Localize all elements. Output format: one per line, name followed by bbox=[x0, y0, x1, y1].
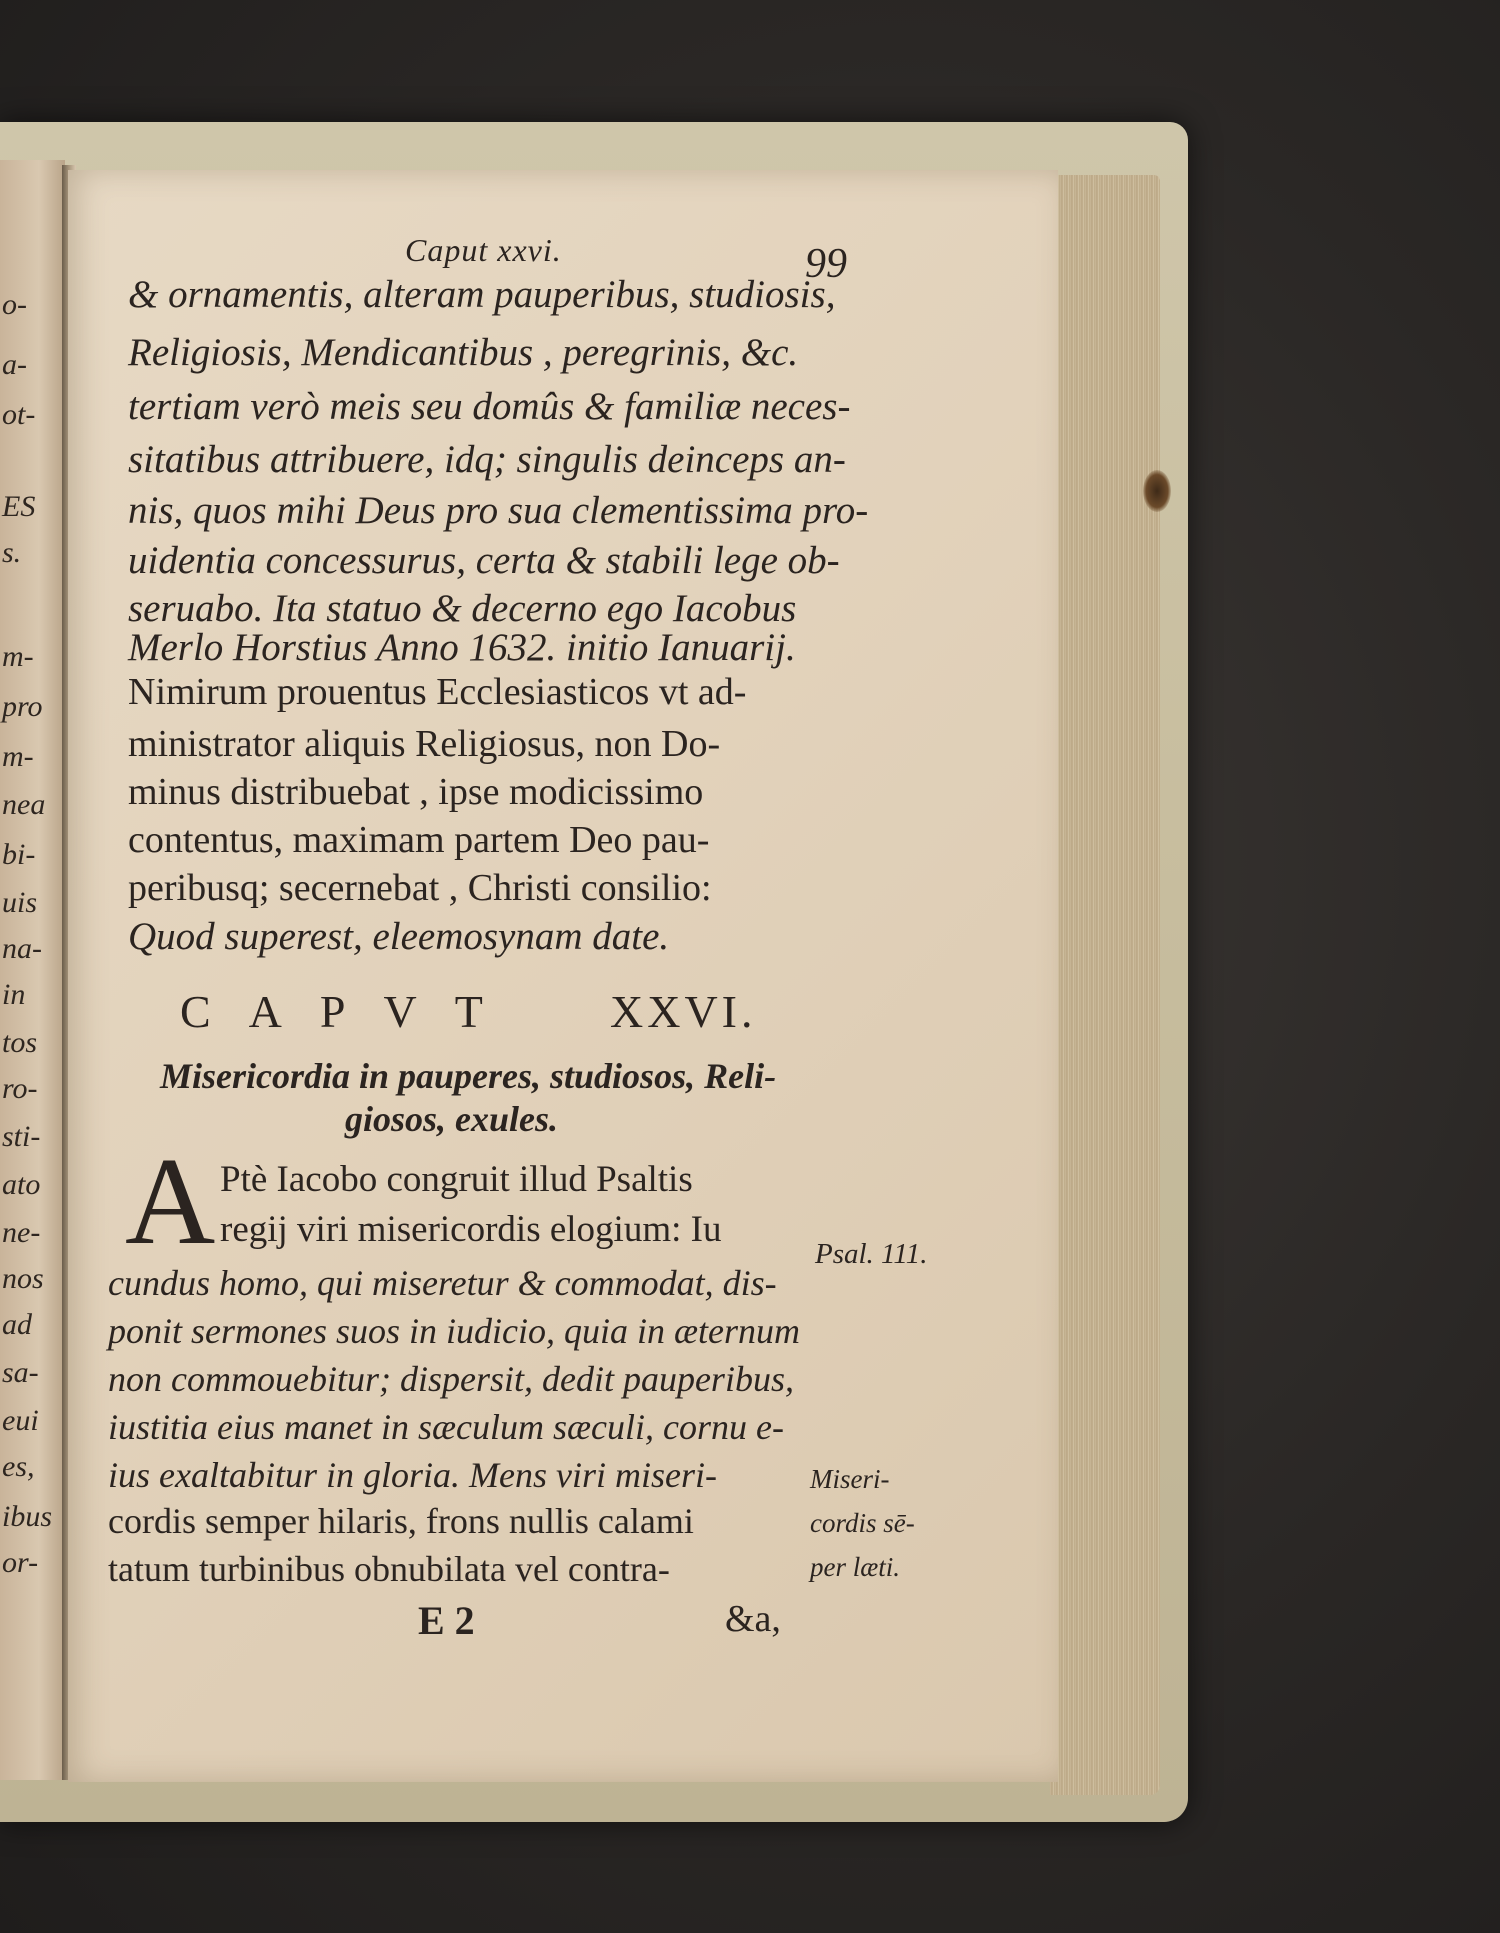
margin-note-psalm: Psal. 111. bbox=[815, 1238, 928, 1270]
left-page-fragment: sti- bbox=[2, 1120, 41, 1153]
left-page-fragment: nos bbox=[2, 1262, 44, 1295]
text-line: peribusq; secernebat , Christi consilio: bbox=[128, 867, 712, 909]
left-page-fragment: na- bbox=[2, 932, 42, 965]
text-line: Nimirum prouentus Ecclesiasticos vt ad- bbox=[128, 671, 747, 713]
text-line: Religiosis, Mendicantibus , peregrinis, &c. bbox=[128, 331, 799, 374]
text-line: non commouebitur; dispersit, dedit pauperibus, bbox=[108, 1359, 794, 1399]
text-line: cordis semper hilaris, frons nullis calami bbox=[108, 1501, 694, 1541]
text-line: tatum turbinibus obnubilata vel contra- bbox=[108, 1549, 670, 1589]
text-line: ponit sermones suos in iudicio, quia in æternum bbox=[108, 1311, 800, 1351]
text-line: tertiam verò meis seu domûs & familiæ neces- bbox=[128, 385, 851, 428]
text-line: uidentia concessurus, certa & stabili lege ob- bbox=[128, 539, 840, 582]
text-line: Ptè Iacobo congruit illud Psaltis bbox=[220, 1159, 693, 1200]
text-line: regij viri misericordis elogium: Iu bbox=[220, 1209, 722, 1250]
text-line: seruabo. Ita statuo & decerno ego Iacobus bbox=[128, 587, 797, 630]
left-page-fragment: ato bbox=[2, 1168, 41, 1201]
text-line: ius exaltabitur in gloria. Mens viri miseri- bbox=[108, 1455, 717, 1495]
page-number: 99 bbox=[805, 241, 847, 287]
left-page-fragment: ro- bbox=[2, 1072, 38, 1105]
text-line: minus distribuebat , ipse modicissimo bbox=[128, 771, 704, 813]
text-line: Merlo Horstius Anno 1632. initio Ianuarij. bbox=[128, 626, 796, 669]
left-page-fragment: ot- bbox=[2, 398, 36, 431]
text-line: ministrator aliquis Religiosus, non Do- bbox=[128, 723, 721, 765]
left-page-fragment: ibus bbox=[2, 1500, 53, 1533]
chapter-subtitle: Misericordia in pauperes, studiosos, Reli- bbox=[160, 1056, 777, 1096]
text-line: & ornamentis, alteram pauperibus, studiosis, bbox=[128, 273, 836, 316]
left-page-fragment: uis bbox=[2, 886, 38, 919]
margin-note: cordis sē- bbox=[810, 1508, 915, 1538]
text-line: sitatibus attribuere, idq; singulis deinceps an- bbox=[128, 438, 846, 481]
left-page-fragment: or- bbox=[2, 1546, 39, 1579]
left-page-fragment: bi- bbox=[2, 838, 36, 871]
left-page-fragment: s. bbox=[2, 536, 22, 569]
left-page-fragment: nea bbox=[2, 788, 46, 821]
left-page-fragment: m- bbox=[2, 740, 34, 773]
left-page-fragment: ad bbox=[2, 1308, 32, 1341]
left-page-fragment: ne- bbox=[2, 1216, 41, 1249]
left-page-fragment: a- bbox=[2, 348, 27, 381]
page-block-edges bbox=[1050, 175, 1160, 1795]
left-page-fragment: m- bbox=[2, 640, 34, 673]
left-page-fragment: eui bbox=[2, 1404, 39, 1437]
text-line: Quod superest, eleemosynam date. bbox=[128, 915, 670, 958]
catchword: &a, bbox=[725, 1598, 781, 1640]
left-page-fragment: in bbox=[2, 978, 26, 1011]
drop-cap: A bbox=[125, 1133, 216, 1271]
left-facing-page bbox=[0, 160, 65, 1780]
chapter-heading: CAPVT bbox=[180, 986, 521, 1037]
signature-mark: E 2 bbox=[418, 1598, 475, 1643]
left-page-fragment: sa- bbox=[2, 1356, 39, 1389]
margin-note: per læti. bbox=[810, 1552, 901, 1582]
left-page-fragment: tos bbox=[2, 1026, 38, 1059]
text-line: nis, quos mihi Deus pro sua clementissima pro- bbox=[128, 489, 869, 532]
text-line: cundus homo, qui miseretur & commodat, dis- bbox=[108, 1263, 777, 1303]
running-title: Caput xxvi. bbox=[405, 232, 562, 268]
left-page-fragment: pro bbox=[2, 690, 43, 723]
left-page-fragment: ES bbox=[2, 490, 36, 523]
stain-spot bbox=[1143, 470, 1171, 512]
left-page-fragment: o- bbox=[2, 288, 27, 321]
text-line: iustitia eius manet in sæculum sæculi, cornu e- bbox=[108, 1407, 784, 1447]
left-page-fragment: es, bbox=[2, 1450, 35, 1483]
margin-note: Miseri- bbox=[810, 1464, 890, 1494]
text-line: contentus, maximam partem Deo pau- bbox=[128, 819, 710, 861]
chapter-subtitle-continued: giosos, exules. bbox=[345, 1099, 559, 1139]
chapter-number: XXVI. bbox=[610, 986, 757, 1037]
